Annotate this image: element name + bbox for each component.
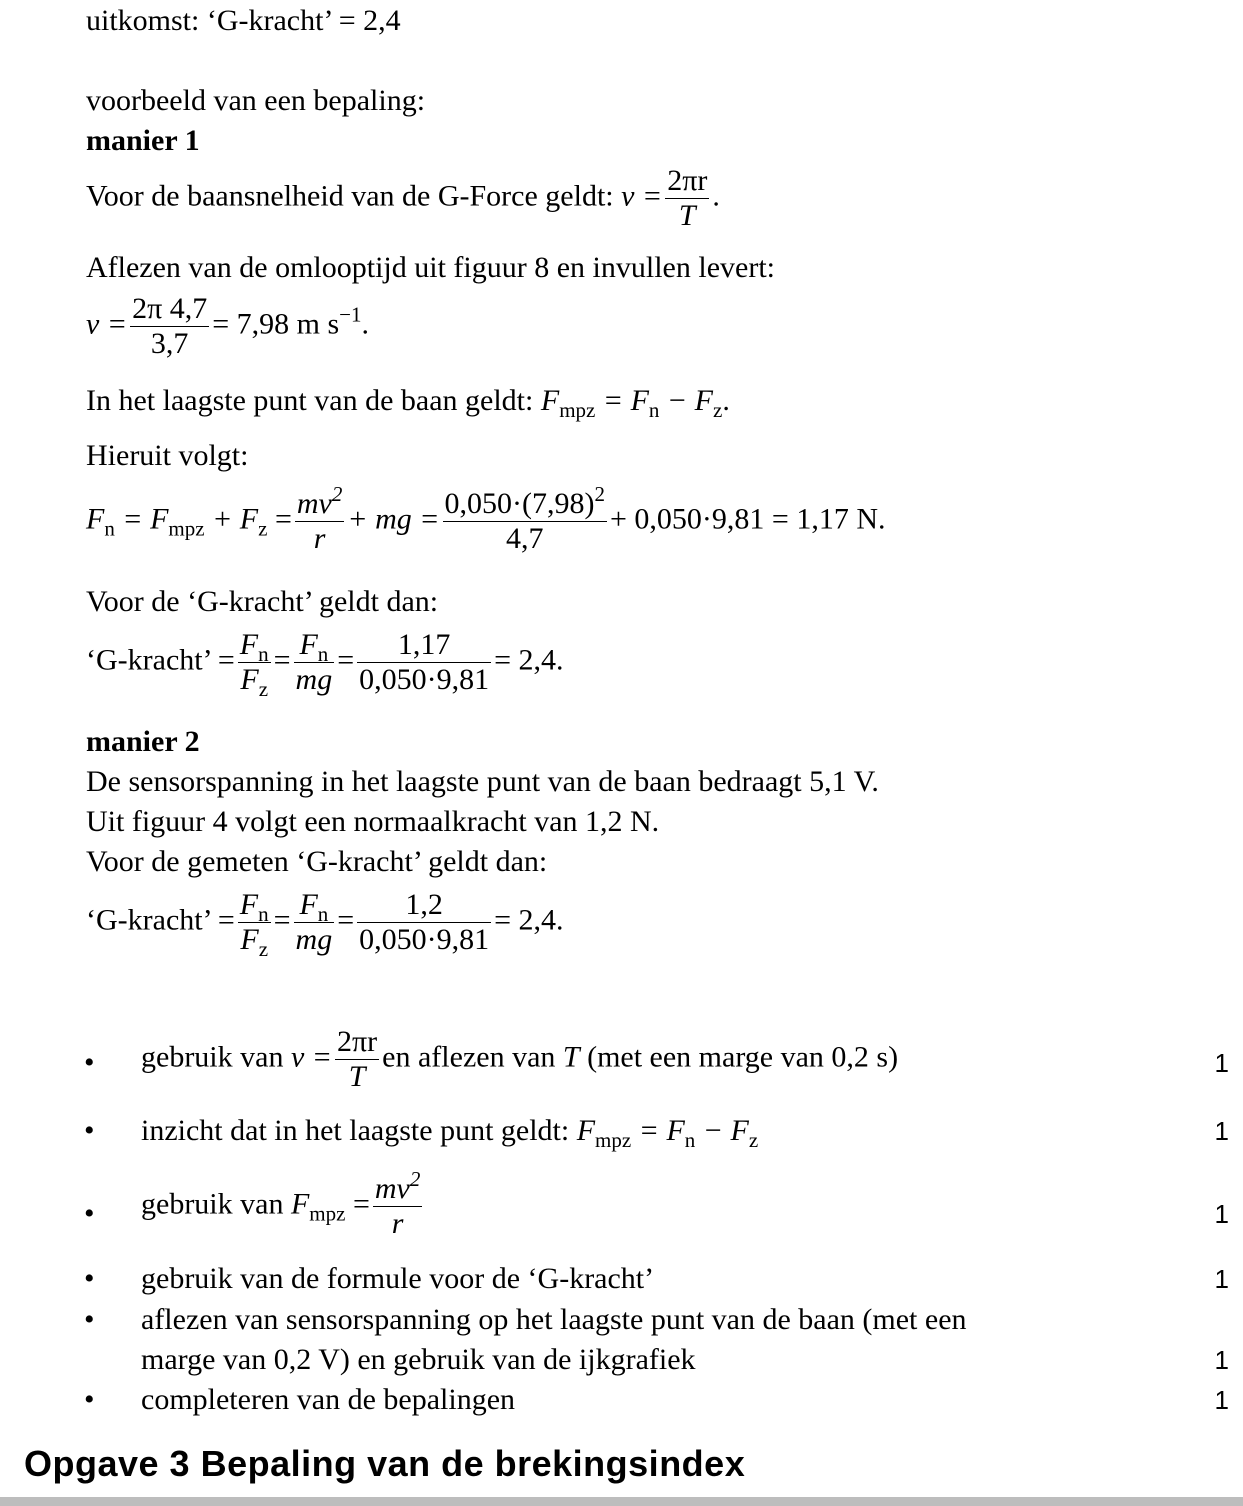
fn-sub-z: z (258, 516, 268, 541)
bullet-icon: • (84, 1262, 95, 1295)
speed-fraction (665, 164, 709, 233)
c1-text: gebruik van (141, 1040, 284, 1074)
g2-frac-a (238, 888, 271, 961)
c3-points: 1 (1214, 1199, 1229, 1229)
c3-eq: = (345, 1187, 370, 1221)
bullet-icon: • (84, 1046, 95, 1079)
g1-label: ‘G-kracht’ = (86, 643, 235, 677)
fn-den2: 4,7 (443, 521, 607, 556)
fn-fraction1 (295, 482, 344, 556)
bottom-divider (0, 1497, 1243, 1506)
g1-eq2: = (337, 643, 355, 677)
fn-plus: + F (204, 502, 259, 536)
g2-frac-b (294, 888, 335, 957)
c2-text: inzicht dat in het laagste punt geldt: (141, 1114, 570, 1147)
method1-speed-formula (86, 164, 720, 233)
speed-lhs: v = (621, 179, 663, 213)
balance-end: . (722, 384, 730, 417)
c1-rest-b: (met een marge van 0,2 s) (579, 1040, 899, 1074)
example-intro: voorbeeld van een bepaling: (86, 84, 426, 117)
c1-num: 2πr (337, 1025, 378, 1058)
fn-tail: + 0,050·9,81 = 1,17 N. (610, 502, 886, 536)
g1-frac-b (294, 628, 335, 697)
c2-sub-mpz: mpz (595, 1128, 632, 1152)
g1-den-b: mg (295, 663, 333, 696)
calc-exponent: −1 (339, 302, 362, 327)
method1-hence: Hieruit volgt: (86, 439, 249, 472)
method2-line3: Voor de gemeten ‘G-kracht’ geldt dan: (86, 845, 548, 878)
g2-eq1: = (273, 903, 291, 937)
bullet-icon: • (84, 1303, 95, 1336)
calc-end: . (361, 307, 369, 341)
g1-den-a: $F_z$ (238, 662, 271, 697)
method1-speed-calc (86, 292, 369, 361)
balance-sub-n: n (648, 398, 660, 422)
fn-num1: $mv^2$ (296, 482, 343, 520)
speed-denominator: T (665, 198, 709, 233)
g1-result: = 2,4. (494, 643, 564, 677)
fn-eq: = F (114, 502, 169, 536)
method2-line2: Uit figuur 4 volgt een normaalkracht van 1,2 N. (86, 805, 660, 838)
calc-denominator: 3,7 (130, 326, 209, 361)
c3-F: F (290, 1187, 310, 1221)
fn-sub-n: n (104, 516, 115, 541)
criterion-5-line-b: marge van 0,2 V) en gebruik van de ijkgrafiek (141, 1343, 696, 1376)
method1-g-formula (86, 628, 564, 701)
g1-frac-a (238, 628, 271, 701)
c2-minus: − F (695, 1114, 749, 1147)
g2-num-c: 1,2 (405, 888, 443, 921)
g2-num-b: $F_n$ (299, 888, 329, 926)
criterion-1 (141, 1025, 898, 1094)
c1-den: T (335, 1059, 379, 1094)
fn-eq2: = (267, 502, 292, 536)
outcome-line: uitkomst: ‘G-kracht’ = 2,4 (86, 4, 401, 37)
fn-plus-mg: + mg = (347, 502, 440, 536)
g2-den-a: $F_z$ (238, 922, 271, 957)
g1-eq1: = (273, 643, 291, 677)
method1-read-period: Aflezen van de omlooptijd uit figuur 8 en invullen levert: (86, 251, 775, 284)
c3-fraction (373, 1167, 422, 1241)
criterion-2 (141, 1113, 759, 1152)
balance-text: In het laagste punt van de baan geldt: (86, 384, 534, 417)
c1-T: T (562, 1040, 580, 1074)
g1-num-b: $F_n$ (299, 628, 329, 666)
speed-text: Voor de baansnelheid van de G-Force geldt: (86, 179, 614, 213)
speed-end: . (712, 179, 720, 213)
c3-den: r (373, 1206, 422, 1241)
c1-rest-a: en aflezen van (382, 1040, 563, 1074)
criterion-6: completeren van de bepalingen (141, 1383, 516, 1416)
g2-den-c: 0,050·9,81 (359, 923, 490, 956)
fn-num2: $0,050\cdot(7,98)^2$ (444, 482, 606, 520)
speed-numerator: 2πr (667, 164, 708, 197)
fn-F: F (86, 502, 105, 536)
method1-normal-force-formula (86, 482, 886, 556)
c4-points: 1 (1214, 1264, 1229, 1294)
c1-fraction (335, 1025, 379, 1094)
c2-sub-n: n (684, 1128, 696, 1152)
g2-frac-c (357, 888, 491, 957)
c2-sub-z: z (748, 1128, 759, 1152)
next-section-heading: Opgave 3 Bepaling van de brekingsindex (24, 1443, 746, 1484)
balance-sub-z: z (713, 398, 723, 422)
g2-result: = 2,4. (494, 903, 564, 937)
fn-sub-mpz: mpz (168, 516, 205, 541)
c5-points: 1 (1214, 1345, 1229, 1375)
g1-num-a: $F_n$ (239, 628, 269, 666)
balance-sub-mpz: mpz (559, 398, 596, 422)
criterion-5-line-a: aflezen van sensorspanning op het laagste punt van de baan (met een (141, 1303, 967, 1336)
c6-points: 1 (1214, 1385, 1229, 1415)
balance-minus: − F (659, 384, 713, 417)
method1-force-balance (86, 383, 730, 422)
fn-fraction2 (443, 482, 607, 556)
g2-eq2: = (337, 903, 355, 937)
c1-lhs: v = (290, 1040, 333, 1074)
calc-lhs: v = (86, 307, 128, 341)
c2-eq: = F (631, 1114, 685, 1147)
calc-numerator: 2π 4,7 (132, 292, 208, 325)
c3-text: gebruik van (141, 1187, 284, 1221)
g2-num-a: $F_n$ (239, 888, 269, 926)
c3-num: $mv^2$ (374, 1167, 421, 1205)
g1-den-c: 0,050·9,81 (359, 663, 490, 696)
c1-points: 1 (1214, 1048, 1229, 1078)
bullet-icon: • (84, 1383, 95, 1416)
method1-g-intro: Voor de ‘G-kracht’ geldt dan: (86, 585, 439, 618)
c2-F: F (576, 1114, 596, 1147)
fn-den1: r (295, 521, 344, 556)
bullet-icon: • (84, 1197, 95, 1230)
g2-den-b: mg (295, 923, 333, 956)
criterion-3 (141, 1167, 425, 1241)
g2-label: ‘G-kracht’ = (86, 903, 235, 937)
balance-eq: = F (595, 384, 649, 417)
method2-line1: De sensorspanning in het laagste punt van de baan bedraagt 5,1 V. (86, 765, 879, 798)
criterion-4: gebruik van de formule voor de ‘G-kracht’ (141, 1262, 655, 1295)
g1-num-c: 1,17 (397, 628, 451, 661)
g1-frac-c (357, 628, 491, 697)
c2-points: 1 (1214, 1116, 1229, 1146)
method1-heading: manier 1 (86, 124, 200, 157)
method2-heading: manier 2 (86, 725, 200, 758)
c3-sub-mpz: mpz (309, 1201, 346, 1226)
bullet-icon: • (84, 1114, 95, 1147)
calc-fraction (130, 292, 209, 361)
method2-g-formula (86, 888, 564, 961)
balance-F: F (540, 384, 560, 417)
calc-result: = 7,98 m s (212, 307, 340, 341)
